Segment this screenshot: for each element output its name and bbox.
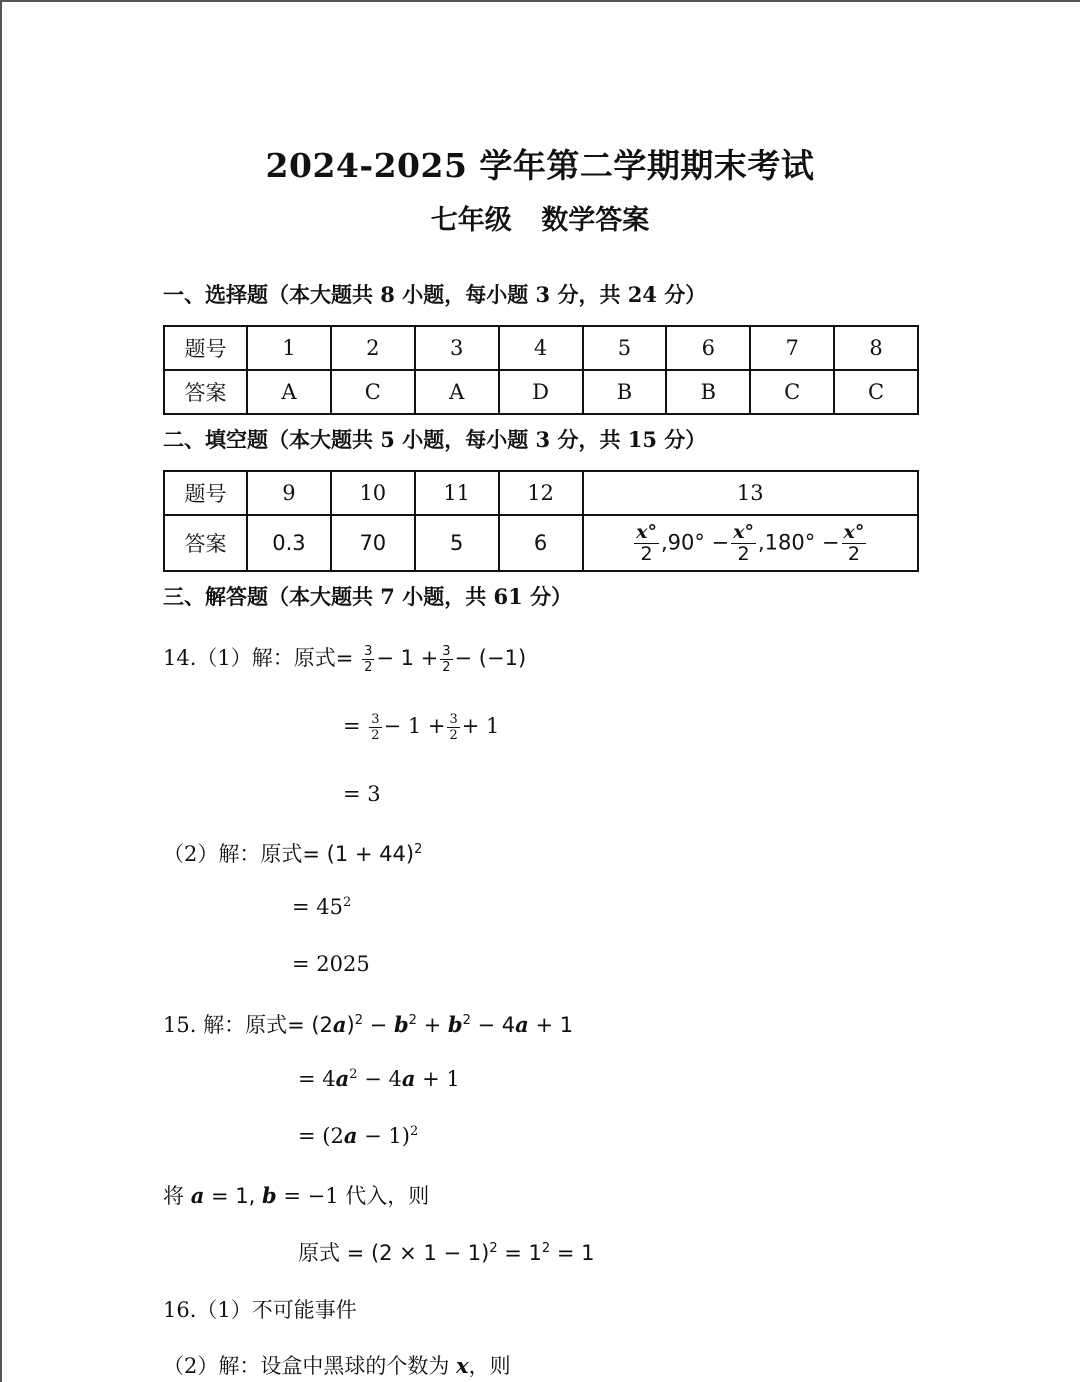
math-den: 2 — [640, 542, 653, 565]
question-number: 13 — [583, 471, 919, 515]
fraction — [369, 713, 381, 742]
answer-cell: 70 — [331, 515, 415, 571]
section2-heading: 二、填空题（本大题共 5 小题，每小题 3 分，共 15 分） — [163, 427, 707, 452]
math-text: − 4 — [470, 1013, 516, 1037]
math-text: （2）解：设盒中黑球的个数为 — [163, 1354, 457, 1378]
math-exp: 2 — [343, 895, 352, 910]
fraction — [362, 645, 374, 674]
math-text: 原式 — [298, 1241, 340, 1265]
math-var: x° — [733, 520, 754, 543]
row-label-question: 题号 — [164, 326, 247, 370]
q14-part1-line2 — [343, 713, 499, 742]
math-text: = 4 — [298, 1067, 336, 1091]
math-text: − — [363, 1013, 394, 1037]
answer-cell: C — [834, 370, 918, 414]
q15-prefix: 15. 解：原式 — [163, 1013, 288, 1037]
math-text: = (1 + 44) — [302, 842, 415, 866]
math-var: b — [447, 1012, 463, 1037]
page-subtitle: 七年级 数学答案 — [430, 205, 650, 236]
answer-cell: D — [499, 370, 583, 414]
math-text: = — [335, 646, 354, 670]
math-den: 2 — [371, 728, 380, 743]
math-text: + 1 — [528, 1013, 574, 1037]
math-text: = 1, — [204, 1184, 262, 1208]
math-den: 2 — [847, 542, 860, 565]
question-number: 2 — [331, 326, 415, 370]
q14-part2-prefix: （2）解：原式 — [163, 842, 303, 866]
fill-in-answer-table — [163, 470, 919, 572]
math-text: + — [416, 1013, 448, 1037]
question-number: 8 — [834, 326, 918, 370]
math-var: x° — [843, 520, 865, 543]
math-den: 2 — [364, 659, 373, 675]
math-text: = (2 × 1 − 1) — [340, 1241, 490, 1265]
math-text: ,90° − — [660, 530, 730, 554]
fraction — [447, 713, 459, 742]
math-num: 3 — [442, 643, 451, 659]
math-var: a — [515, 1012, 529, 1037]
math-den: 2 — [737, 542, 750, 565]
math-text: + 1 — [461, 714, 500, 738]
table-row — [164, 471, 918, 515]
question-number: 5 — [583, 326, 667, 370]
fraction — [634, 520, 659, 565]
math-text: = 1 — [497, 1241, 542, 1265]
answer-cell: 5 — [415, 515, 499, 571]
math-text: + 1 — [415, 1067, 460, 1091]
answer-cell: C — [750, 370, 834, 414]
question-number: 1 — [247, 326, 331, 370]
question-number: 9 — [247, 471, 331, 515]
math-exp: 2 — [489, 1241, 498, 1256]
q15-substitution — [163, 1180, 429, 1210]
answer-cell: 0.3 — [247, 515, 331, 571]
math-text: − 4 — [357, 1067, 402, 1091]
math-den: 2 — [442, 659, 451, 675]
question-number: 7 — [750, 326, 834, 370]
q15-line2 — [298, 1066, 460, 1091]
question-number: 11 — [415, 471, 499, 515]
math-text: = 1 — [550, 1241, 595, 1265]
math-var: a — [343, 1123, 358, 1148]
math-exp: 2 — [541, 1241, 551, 1256]
math-exp: 2 — [354, 1013, 363, 1028]
math-text: − 1) — [357, 1124, 410, 1148]
math-var: x° — [636, 520, 657, 543]
page-title: 2024-2025 学年第二学期期末考试 — [265, 146, 815, 185]
question-number: 4 — [499, 326, 583, 370]
math-var: a — [190, 1183, 205, 1208]
math-var: b — [393, 1012, 409, 1037]
fraction — [731, 520, 756, 565]
math-exp: 2 — [462, 1013, 471, 1028]
math-exp: 2 — [414, 842, 423, 857]
math-var: a — [332, 1012, 347, 1037]
math-var: a — [335, 1066, 350, 1091]
q14-part2-line1 — [163, 838, 422, 868]
math-exp: 2 — [409, 1124, 419, 1139]
page-border-top — [0, 0, 1080, 2]
section3-heading: 三、解答题（本大题共 7 小题，共 61 分） — [163, 584, 573, 609]
q15-line3 — [298, 1123, 418, 1148]
table-row — [164, 515, 918, 571]
q14-part1-line3: = 3 — [343, 782, 381, 806]
math-text: ) — [346, 1013, 355, 1037]
answer-cell: A — [415, 370, 499, 414]
question-number: 10 — [331, 471, 415, 515]
math-num: 3 — [364, 643, 373, 659]
multiple-choice-answer-table — [163, 325, 919, 415]
q16-part2 — [163, 1350, 511, 1380]
math-num: 3 — [449, 712, 458, 727]
table-row — [164, 326, 918, 370]
math-text: = (2 — [287, 1013, 333, 1037]
table-row — [164, 370, 918, 414]
math-var: a — [401, 1066, 416, 1091]
answer-cell: 6 — [499, 515, 583, 571]
math-text: − 1 + — [376, 646, 439, 670]
row-label-answer: 答案 — [164, 370, 247, 414]
q14-prefix: 14.（1）解：原式 — [163, 646, 336, 670]
answer-cell: B — [583, 370, 667, 414]
q15-line1 — [163, 1009, 573, 1039]
math-den: 2 — [449, 728, 458, 743]
q15-final — [298, 1237, 595, 1267]
math-text: ,180° − — [757, 530, 840, 554]
math-var: x — [456, 1353, 469, 1378]
math-exp: 2 — [349, 1067, 358, 1082]
fraction — [842, 520, 867, 565]
q16-part1: 16.（1）不可能事件 — [163, 1298, 357, 1322]
answer-cell-q13 — [583, 515, 919, 571]
math-text: = −1 代入，则 — [276, 1184, 430, 1208]
question-number: 12 — [499, 471, 583, 515]
question-number: 3 — [415, 326, 499, 370]
q14-part2-line2 — [292, 895, 351, 919]
question-number: 6 — [666, 326, 750, 370]
math-text: − 1 + — [383, 714, 446, 738]
answer-cell: A — [247, 370, 331, 414]
fraction — [440, 645, 452, 674]
math-text: = 45 — [292, 895, 343, 919]
math-text: = (2 — [298, 1124, 344, 1148]
row-label-answer: 答案 — [164, 515, 247, 571]
math-text: − (−1) — [454, 646, 527, 670]
answer-cell: B — [666, 370, 750, 414]
section1-heading: 一、选择题（本大题共 8 小题，每小题 3 分，共 24 分） — [163, 282, 707, 307]
math-text: = — [343, 714, 361, 738]
row-label-question: 题号 — [164, 471, 247, 515]
math-text: 将 — [163, 1184, 191, 1208]
answer-cell: C — [331, 370, 415, 414]
math-num: 3 — [371, 712, 380, 727]
math-var: b — [261, 1183, 277, 1208]
math-text: ，则 — [468, 1354, 511, 1378]
q14-part1-line1 — [163, 642, 526, 674]
math-exp: 2 — [408, 1013, 417, 1028]
q14-part2-line3: = 2025 — [292, 952, 370, 976]
